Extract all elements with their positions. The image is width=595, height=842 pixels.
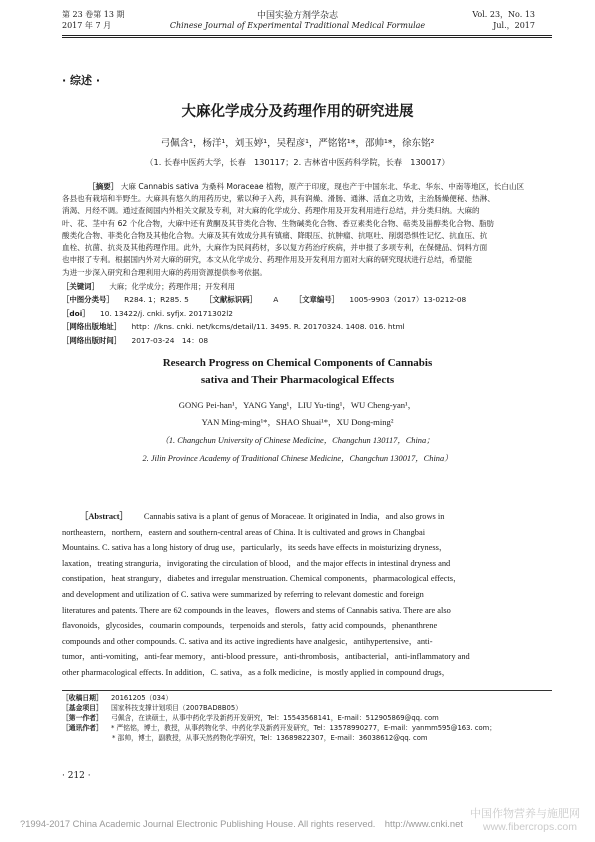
abstract-en-line: other pharmacological effects. In addition，C. sativa，as a folk medicine，is mostly applied in compound drugs，: [62, 667, 451, 677]
footnote-received: [62, 693, 552, 703]
footnotes: [62, 693, 552, 743]
abstract-en-line: laxation，treating stranguria，invigorating the circulation of blood，and the major effects in intestinal dryness and: [62, 558, 451, 568]
abstract-en-first-line: Cannabis sativa is a plant of genus of Moraceae. It originated in India，and also grows in: [143, 512, 445, 521]
abstract-cn-line: 消渴、月经不调。通过查阅国内外相关文献及专利，对大麻的化学成分、药理作用及开发利用进行总结，并分类归纳。大麻的: [62, 206, 480, 216]
online-address-label: ［网络出版地址］: [62, 322, 122, 331]
abstract-cn-body: [62, 193, 552, 279]
abstract-en: [62, 509, 552, 681]
header-journal-en: Chinese Journal of Experimental Traditional Medical Formulae: [169, 21, 426, 30]
footnote-value: 国家科技支撑计划项目（2007BAD8B05）: [110, 704, 242, 712]
abstract-cn-line: 也申报了专利。根据国内外对大麻的研究，本文从化学成分、药理作用及开发利用方面对大麻的研究现状进行总结，希望能: [62, 255, 473, 265]
abstract-cn-line1: [88, 181, 552, 193]
footnote-value: 20161205（034）: [110, 694, 173, 702]
doi-row: [62, 308, 233, 320]
abstract-en-label: ［Abstract］: [80, 512, 128, 521]
footnote-funding: [62, 703, 552, 713]
online-time-value: 2017-03-24 14：08: [131, 336, 209, 345]
header-journal-cn: 中国实验方剂学杂志: [256, 11, 338, 21]
online-time-label: ［网络出版时间］: [62, 336, 122, 345]
watermark-url: www.fibercrops.com: [483, 821, 577, 833]
online-time-row: [62, 335, 208, 347]
header-rule: [62, 35, 552, 36]
abstract-en-line: flavonoids，glycosides，coumarin compounds，terpenoids and sterols，fatty acid compounds，phenanthrene: [62, 621, 438, 631]
watermark-cn: 中国作物营养与施肥网: [470, 807, 580, 820]
abstract-cn-line: 叶、花、茎中有 62 个化合物，大麻中还有黄酮及其苷类化合物、生物碱类化合物、香豆素类化合物、萜类及甾醇类化合物、脂肪: [62, 218, 495, 228]
footnote-value: 弓佩含，在读硕士，从事中药化学及新药开发研究，Tel：15543568141，E-mail：512905869@qq. com: [110, 714, 439, 722]
abstract-en-line: constipation，heat strangury，diabetes and irregular menstruation. Chemical components，pharmacological effects，: [62, 574, 462, 584]
meta-cn-row: [62, 294, 552, 306]
affiliation-cn: （1. 长春中医药大学，长春 130117；2. 吉林省中医药科学院，长春 130017）: [145, 157, 450, 167]
article-number-value: 1005-9903（2017）13-0212-08: [349, 295, 467, 304]
header-date-cn: 2017 年 7 月: [62, 21, 112, 30]
keywords-cn-label: ［关键词］: [62, 282, 99, 291]
abstract-en-line: [62, 509, 552, 525]
footnote-corresponding-author: [62, 723, 552, 733]
doc-code-value: A: [273, 295, 279, 304]
abstract-en-line: literatures and patents. There are 62 compounds in the leaves，flowers and stems of Cannabis sativa. There are also: [62, 605, 451, 615]
affiliation-en-line2: 2. Jilin Province Academy of Traditional Chinese Medicine，Changchun 130017，China）: [142, 454, 453, 463]
online-address-value[interactable]: http：//kns. cnki. net/kcms/detail/11. 3495. R. 20170324. 1408. 016. html: [131, 322, 405, 331]
abstract-en-line: compounds and other compounds. C. sativa and its active ingredients have analgesic，antihypertensive，anti-: [62, 636, 433, 646]
page-number: · 212 ·: [62, 771, 91, 781]
abstract-cn-line: 各县也有栽培和半野生。大麻具有悠久的用药历史，紫以种子入药，具有润燥、滑肠、通淋、活血之功效，主治肠燥便秘、热淋、: [62, 194, 495, 203]
doi-label: ［doi］: [62, 309, 90, 318]
doc-code-label: ［文献标识码］: [205, 295, 257, 304]
keywords-cn-value: 大麻；化学成分；药理作用；开发利用: [109, 282, 235, 291]
footnote-label: ［收稿日期］: [62, 694, 103, 702]
abstract-en-line: northeastern，northern，eastern and southern-central areas of China. It is cultivated and grows in Changbai: [62, 527, 426, 537]
article-number-label: ［文章编号］: [294, 295, 340, 304]
footnote-rule: [62, 690, 552, 691]
header-date-en: Jul.，2017: [493, 21, 535, 30]
abstract-cn-line: 为进一步深入研究和合理利用大麻的药用资源提供参考依据。: [62, 267, 268, 277]
abstract-en-line: tumor，anti-vomiting，anti-fear memory，anti-blood pressure，anti-thrombosis，antibacterial，anti-inflammatory and: [62, 652, 470, 662]
section-tag: · 综述 ·: [62, 74, 101, 87]
clc-label: ［中图分类号］: [62, 295, 114, 304]
abstract-cn: [88, 181, 552, 193]
doi-value: 10. 13422/j. cnki. syfjx. 20171302l2: [100, 309, 234, 318]
footnote-first-author: [62, 713, 552, 723]
abstract-en-line: Mountains. C. sativa has a long history of drug use，particularly，its seeds have effects in moisturizing dryness，: [62, 543, 448, 553]
online-address-row: [62, 321, 405, 333]
authors-en-line1: GONG Pei-han¹，YANG Yang¹，LIU Yu-ting¹，WU Cheng-yan¹，: [178, 400, 417, 410]
authors-en-line2: YAN Ming-ming¹*，SHAO Shuai¹*，XU Dong-ming²: [201, 417, 394, 427]
footnote-value: * 严铭铭，博士，教授，从事药物化学、中药化学及新药开发研究，Tel：13578990277，E-mail：yanmm595@163. com；: [110, 724, 497, 732]
affiliation-en-line1: （1. Changchun University of Chinese Medicine，Changchun 130117，China；: [160, 436, 435, 445]
footnote-corresponding-author-2: [62, 733, 552, 743]
abstract-cn-first-line: 大麻 Cannabis sativa 为桑科 Moraceae 植物，原产于印度，现也产于中国东北、华北、华东、中南等地区，长白山区: [120, 182, 525, 191]
title-en-line2: sativa and Their Pharmacological Effects: [200, 374, 395, 386]
abstract-en-line: and development and utilization of C. sativa were summarized by referring to relevant domestic and foreign: [62, 589, 424, 599]
authors-cn: 弓佩含¹，杨洋¹，刘玉婷¹，吴程彦¹，严铭铭¹*，邵帅¹*，徐东铭²: [160, 138, 435, 149]
title-en-line1: Research Progress on Chemical Components of Cannabis: [162, 357, 433, 369]
abstract-cn-label: ［摘要］: [88, 182, 119, 191]
header-vol-en: Vol. 23，No. 13: [472, 10, 535, 19]
header-vol-cn: 第 23 卷第 13 期: [62, 10, 125, 19]
footnote-label: ［通讯作者］: [62, 724, 103, 732]
clc-value: R284. 1；R285. 5: [124, 295, 189, 304]
copyright-footer: ?1994-2017 China Academic Journal Electronic Publishing House. All rights reserved. http://www.cnki.net: [20, 818, 463, 829]
abstract-cn-line: 血栓、抗菌、抗炎及其他药理作用。此外，大麻作为民间药材，多以复方药治疗疾病，并申报了多项专利，在保健品、饲料方面: [62, 243, 488, 253]
title-cn: 大麻化学成分及药理作用的研究进展: [181, 104, 414, 120]
abstract-cn-line: 酸类化合物、菲类化合物及其他化合物。大麻及其有效成分具有镇痛、降眼压、抗肿瘤、抗呕吐、削弱恐惧性记忆、抗血压、抗: [62, 230, 488, 240]
header-rule-2: [62, 37, 552, 38]
keywords-cn: [62, 281, 235, 293]
footnote-value: * 邵帅，博士，副教授，从事天然药物化学研究，Tel：13689822307，E-mail：36038612@qq. com: [112, 734, 428, 742]
footnote-label: ［第一作者］: [62, 714, 103, 722]
footnote-label: ［基金项目］: [62, 704, 103, 712]
watermark: [470, 805, 590, 839]
